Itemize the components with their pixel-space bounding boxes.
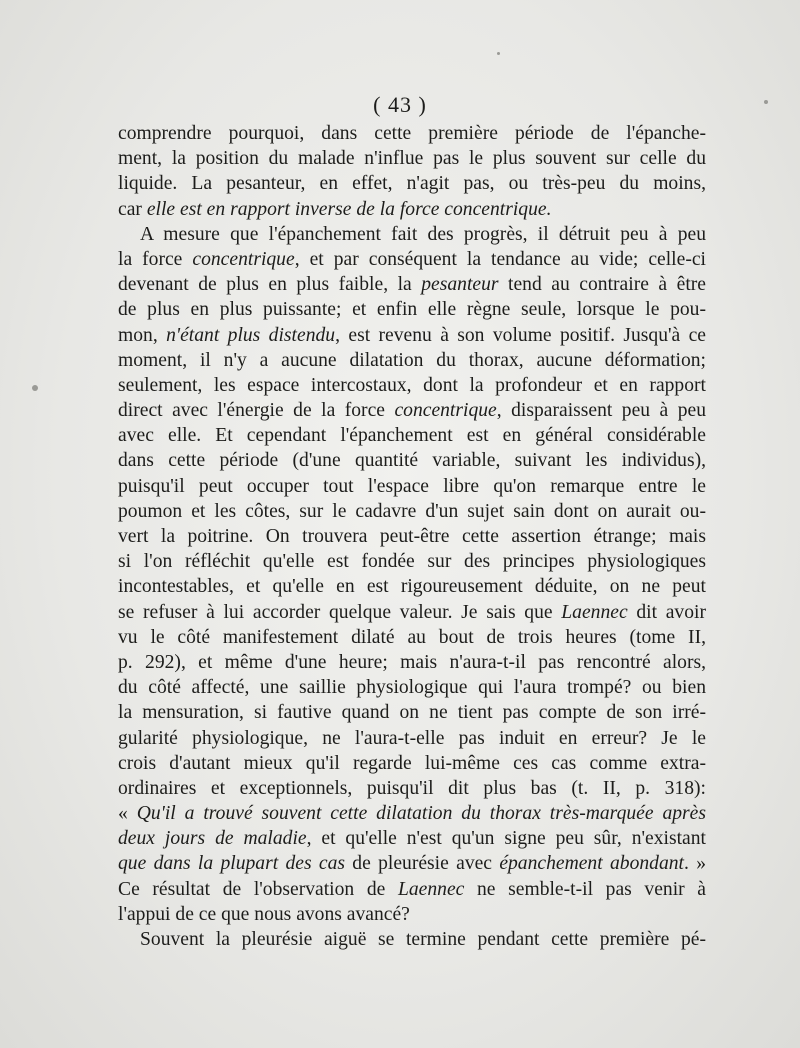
page-number: ( 43 ) (373, 92, 427, 117)
text-segment: Souvent la pleurésie aiguë se termine pendant cette première pé- (140, 929, 706, 950)
text-line (118, 801, 706, 826)
text-segment: incontestables, et qu'elle en est rigoureusement déduite, on ne peut (118, 576, 706, 598)
text-segment: Ce résultat de l'observation de (118, 878, 398, 900)
text-line (118, 499, 706, 524)
text-segment: poumon et les côtes, sur le cadavre d'un sujet sain dont on aurait ou- (118, 500, 706, 522)
text-line (118, 726, 706, 751)
text-segment: crois d'autant mieux qu'il regarde lui-même ces cas comme extra- (118, 752, 706, 774)
text-line (118, 751, 706, 776)
text-segment: seulement, les espace intercostaux, dont la profondeur et en rapport (118, 374, 706, 396)
text-line (118, 323, 706, 348)
text-segment: , est revenu à son volume positif. Jusqu'à ce (335, 324, 706, 346)
text-line (118, 902, 706, 927)
text-segment: moment, il n'y a aucune dilatation du thorax, aucune déformation; (118, 349, 706, 371)
text-segment: liquide. La pesanteur, en effet, n'agit pas, ou très-peu du moins, (118, 173, 706, 195)
italic-text: Qu'il a trouvé souvent cette dilatation du thorax très-marquée après (136, 803, 706, 825)
text-segment: la mensuration, si fautive quand on ne tient pas compte de son irré- (118, 702, 706, 724)
ink-speck (32, 385, 38, 391)
text-segment: gularité physiologique, ne l'aura-t-elle pas induit en erreur? Je le (118, 727, 706, 749)
text-segment: , et par conséquent la tendance au vide; celle-ci (294, 248, 706, 270)
text-line (118, 851, 706, 876)
text-segment: . » (684, 853, 706, 875)
text-line (118, 423, 706, 448)
text-segment: vert la poitrine. On trouvera peut-être cette assertion étrange; mais (118, 526, 706, 547)
text-line (118, 524, 706, 549)
text-segment: car (118, 198, 147, 220)
italic-text: deux jours de maladie (118, 828, 307, 850)
text-segment: « (118, 803, 137, 825)
text-segment: ne semble-t-il pas venir à (464, 878, 706, 900)
text-segment: , disparaissent peu à peu (496, 400, 707, 422)
ink-speck (497, 52, 500, 55)
text-segment: p. 292), et même d'une heure; mais n'aura-t-il pas rencontré alors, (118, 651, 706, 673)
text-segment: puisqu'il peut occuper tout l'espace libre qu'on remarque entre le (118, 475, 706, 497)
text-segment: si l'on réfléchit qu'elle est fondée sur des principes physiologiques (118, 551, 706, 573)
text-line (118, 675, 706, 700)
text-segment: mon, (118, 324, 167, 346)
text-line (118, 297, 706, 322)
italic-text: épanchement abondant (499, 853, 684, 875)
text-segment: devenant de plus en plus faible, la (118, 274, 422, 296)
text-line (118, 600, 706, 625)
text-line (118, 398, 706, 423)
text-segment: de plus en plus puissante; et enfin elle règne seule, lorsque le pou- (118, 299, 706, 321)
text-segment: l'appui de ce que nous avons avancé? (118, 903, 410, 925)
text-segment: vu le côté manifestement dilaté au bout de trois heures (tome II, (118, 626, 706, 648)
text-line (118, 448, 706, 473)
italic-text: pesanteur (421, 274, 499, 296)
text-line (118, 776, 706, 801)
text-line (118, 171, 706, 196)
text-segment: avec elle. Et cependant l'épanchement est en général considérable (118, 425, 706, 447)
text-segment: se refuser à lui accorder quelque valeur. Je sais que (118, 601, 562, 623)
text-line (118, 625, 706, 650)
text-line (118, 197, 706, 222)
text-line (118, 574, 706, 599)
text-line (118, 146, 706, 171)
body-text (118, 121, 706, 952)
text-line (118, 826, 706, 851)
text-line (118, 121, 706, 146)
italic-text: que dans la plupart des cas (118, 853, 345, 875)
text-line (118, 272, 706, 297)
italic-text: n'étant plus distendu (166, 324, 336, 346)
text-line (118, 650, 706, 675)
italic-text: Laennec (397, 878, 465, 900)
text-segment: direct avec l'énergie de la force (118, 400, 395, 422)
text-line (118, 373, 706, 398)
text-segment: la force (118, 248, 193, 270)
italic-text: concentrique (394, 400, 497, 422)
italic-text: concentrique (192, 248, 295, 270)
text-line (118, 222, 706, 247)
text-line (118, 247, 706, 272)
text-line (118, 927, 706, 952)
text-segment: A mesure que l'épanchement fait des progrès, il détruit peu à peu (140, 223, 706, 245)
text-line (118, 549, 706, 574)
text-segment: de pleurésie avec (345, 853, 500, 875)
text-line (118, 877, 706, 902)
text-line (118, 700, 706, 725)
text-segment: dans cette période (d'une quantité variable, suivant les individus), (118, 450, 706, 472)
text-segment: du côté affecté, une saillie physiologique qui l'aura trompé? ou bien (118, 677, 706, 699)
text-segment: , et qu'elle n'est qu'un signe peu sûr, n'existant (306, 828, 706, 850)
text-segment: comprendre pourquoi, dans cette première période de l'épanche- (118, 123, 706, 144)
text-line (118, 474, 706, 499)
text-segment: tend au contraire à être (498, 274, 706, 296)
italic-text: Laennec (561, 601, 628, 623)
text-line (118, 348, 706, 373)
text-segment: ment, la position du malade n'influe pas le plus souvent sur celle du (118, 148, 706, 170)
text-segment: dit avoir (627, 601, 706, 623)
text-segment: ordinaires et exceptionnels, puisqu'il dit plus bas (t. II, p. 318): (118, 777, 706, 799)
italic-text: elle est en rapport inverse de la force concentrique. (146, 198, 552, 220)
